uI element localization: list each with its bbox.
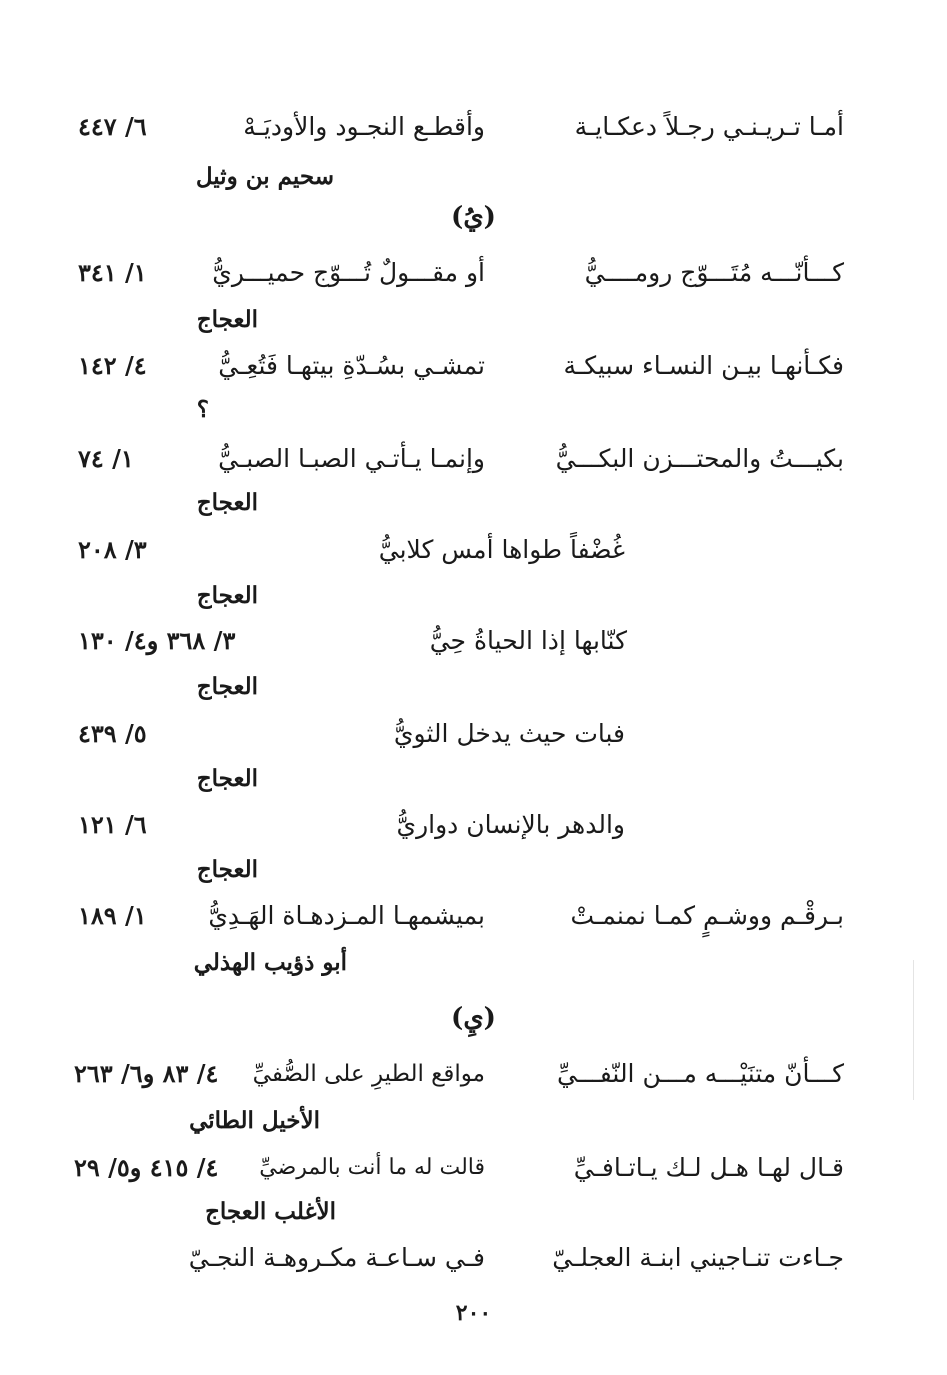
poet-name: ؟: [196, 396, 209, 423]
verse-second-hemistich: تمشـي بسُـدّةِ بيتهـا فَتُعِـيُّ: [218, 351, 485, 380]
verse-single-line: كنّابها إذا الحياةُ حِيُّ: [429, 626, 627, 655]
verse-single-line: غُضْفاً طواها أمس كلابيُّ: [378, 535, 625, 564]
poet-name: العجاج: [196, 306, 258, 333]
verse-first-hemistich: أمـا تـريـنـي رجـلاً دعكـايـة: [574, 112, 844, 141]
verse-reference: ٣/ ٣٦٨ و٤/ ١٣٠: [78, 626, 236, 655]
poet-name: العجاج: [196, 489, 258, 516]
verse-second-hemistich: بميشمهـا المـزدهـاة الهَـدِيُّ: [208, 901, 485, 930]
verse-reference: ٤/ ٨٣ و٦/ ٢٦٣: [74, 1059, 219, 1088]
section-heading: (يِ): [451, 1003, 496, 1033]
scan-margin-line: [913, 960, 914, 1100]
poet-name: سحيم بن وثيل: [195, 163, 334, 190]
verse-first-hemistich: كـــأنّ متنَيْـــه مـــن النّفـــيِّ: [556, 1059, 844, 1088]
poet-name: أبو ذؤيب الهذلي: [193, 949, 347, 976]
verse-reference: ١/ ١٨٩: [78, 901, 147, 930]
verse-second-hemistich: مواقع الطيرِ على الصُّفيِّ: [252, 1061, 485, 1087]
verse-first-hemistich: قـال لهـا هـل لـك يـاتـافـيِّ: [573, 1153, 844, 1182]
verse-single-line: والدهر بالإنسان دواريُّ: [396, 810, 625, 839]
page-number: ٢٠٠: [455, 1300, 492, 1326]
verse-second-hemistich: فـي سـاعـة مكـروهـة النجـيّ: [188, 1243, 485, 1272]
section-heading: (يُ): [451, 202, 496, 232]
poet-name: العجاج: [196, 673, 258, 700]
verse-first-hemistich: بـرقْـم ووشـمٍ كمـا نمنمـتْ: [570, 901, 844, 930]
verse-reference: ١/ ٧٤: [78, 444, 134, 473]
verse-first-hemistich: بكيـــتُ والمحتـــزن البكـــيُّ: [555, 444, 844, 473]
verse-first-hemistich: جـاءت تنـاجيني ابنـة العجلـيّ: [552, 1243, 844, 1272]
verse-second-hemistich: قالت له ما أنت بالمرضيِّ: [259, 1155, 485, 1180]
verse-single-line: فبات حيث يدخل الثويُّ: [393, 719, 625, 748]
verse-reference: ٦/ ٤٤٧: [78, 112, 147, 141]
verse-reference: ٦/ ١٢١: [78, 810, 147, 839]
poet-name: الأغلب العجاج: [205, 1198, 336, 1225]
verse-reference: ٥/ ٤٣٩: [78, 719, 147, 748]
poet-name: العجاج: [196, 856, 258, 883]
verse-first-hemistich: كـــأنّـــه مُتَـــوّج رومــــيُّ: [584, 258, 844, 287]
verse-reference: ٤/ ١٤٢: [78, 351, 147, 380]
verse-second-hemistich: وأقطـع النجـود والأوديَـهْ: [243, 112, 485, 141]
poet-name: العجاج: [196, 582, 258, 609]
verse-first-hemistich: فكـأنهـا بيـن النسـاء سبيكـة: [563, 351, 844, 380]
verse-second-hemistich: أو مقـــولٌ تُـــوّج حميـــريُّ: [212, 258, 485, 287]
verse-second-hemistich: وإنمـا يـأتـي الصبـا الصبـيُّ: [218, 444, 485, 473]
verse-reference: ٤/ ٤١٥ و٥/ ٢٩: [74, 1153, 219, 1182]
verse-reference: ٣/ ٢٠٨: [78, 535, 147, 564]
poet-name: العجاج: [196, 765, 258, 792]
verse-reference: ١/ ٣٤١: [78, 258, 147, 287]
poet-name: الأخيل الطائي: [189, 1107, 320, 1134]
